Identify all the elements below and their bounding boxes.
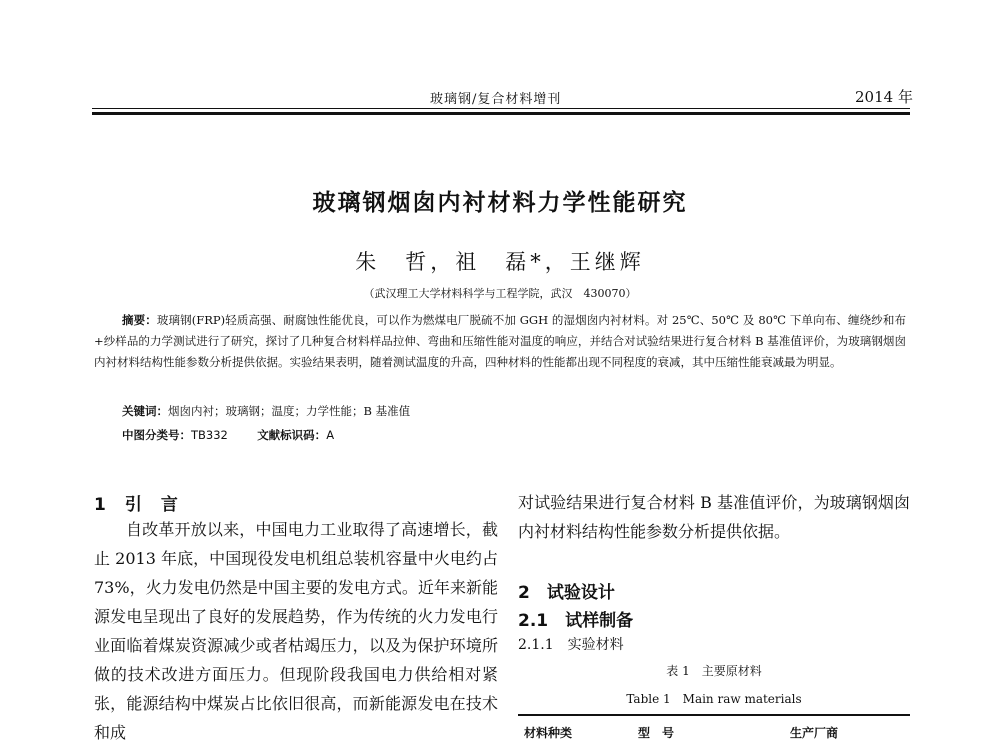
keywords-label: 关键词： (122, 404, 168, 418)
abstract-text: 玻璃钢(FRP)轻质高强、耐腐蚀性能优良，可以作为燃煤电厂脱硫不加 GGH 的湿烟囱内衬材料。对 25℃、50℃ 及 80℃ 下单向布、缠绕纱和布+纱样品的力学测试进行了研究，探讨了几种复合材料样品拉伸、弯曲和压缩性能对温度的响应，并结合对试验结果进行复合材料 B 基准值评价，为玻璃钢烟囱内衬材料结构性能参数分析提供依据。实验结果表明，随着测试温度的升高，四种材料的性能都出现不同程度的衰减，其中压缩性能衰减最为明显。 (94, 313, 907, 369)
keywords-text: 烟囱内衬；玻璃钢；温度；力学性能；B 基准值 (168, 404, 411, 418)
keywords (122, 403, 410, 419)
authors: 朱 哲，祖 磊*，王继辉 (355, 250, 645, 274)
table-caption-cn: 表 1 主要原材料 (666, 664, 762, 678)
paper-title: 玻璃钢烟囱内衬材料力学性能研究 (312, 190, 688, 216)
journal-name: 玻璃钢/复合材料增刊 (430, 92, 562, 107)
section1-heading: 1 引 言 (94, 495, 179, 515)
abstract-label: 摘要： (122, 313, 157, 327)
classification (122, 427, 334, 443)
header-rule-thick (92, 112, 910, 115)
issue-year: 2014 年 (855, 88, 913, 106)
table-top-rule (518, 714, 910, 716)
section211-heading: 2.1.1 实验材料 (518, 637, 624, 653)
section1-text: 自改革开放以来，中国电力工业取得了高速增长，截止 2013 年底，中国现役发电机组总装机容量中火电约占 73%，火力发电仍然是中国主要的发电方式。近年来新能源发电呈现出了良好的发展趋势，作为传统的火力发电行业面临着煤炭资源减少或者枯竭压力，以及为保护环境所做的技术改进方面压力。但现阶段我国电力供给相对紧张，能源结构中煤炭占比依旧很高，而新能源发电在技术和成 (94, 520, 498, 742)
table-header-material: 材料种类 (524, 726, 573, 740)
abstract (94, 310, 906, 373)
clc-code: TB332 (191, 428, 228, 442)
section21-heading: 2.1 试样制备 (518, 611, 634, 631)
header-rule-thin (92, 108, 910, 109)
doc-code: A (326, 428, 335, 442)
clc-label: 中图分类号： (122, 428, 191, 442)
table-caption-en: Table 1 Main raw materials (626, 692, 802, 706)
right-column-continuation: 对试验结果进行复合材料 B 基准值评价，为玻璃钢烟囱内衬材料结构性能参数分析提供依据。 (518, 493, 910, 541)
affiliation: （武汉理工大学材料科学与工程学院，武汉 430070） (363, 287, 637, 300)
table-header-model: 型 号 (638, 726, 675, 740)
table-header-manufacturer: 生产厂商 (790, 726, 839, 740)
section2-heading: 2 试验设计 (518, 583, 615, 603)
doc-code-label: 文献标识码： (257, 428, 327, 442)
